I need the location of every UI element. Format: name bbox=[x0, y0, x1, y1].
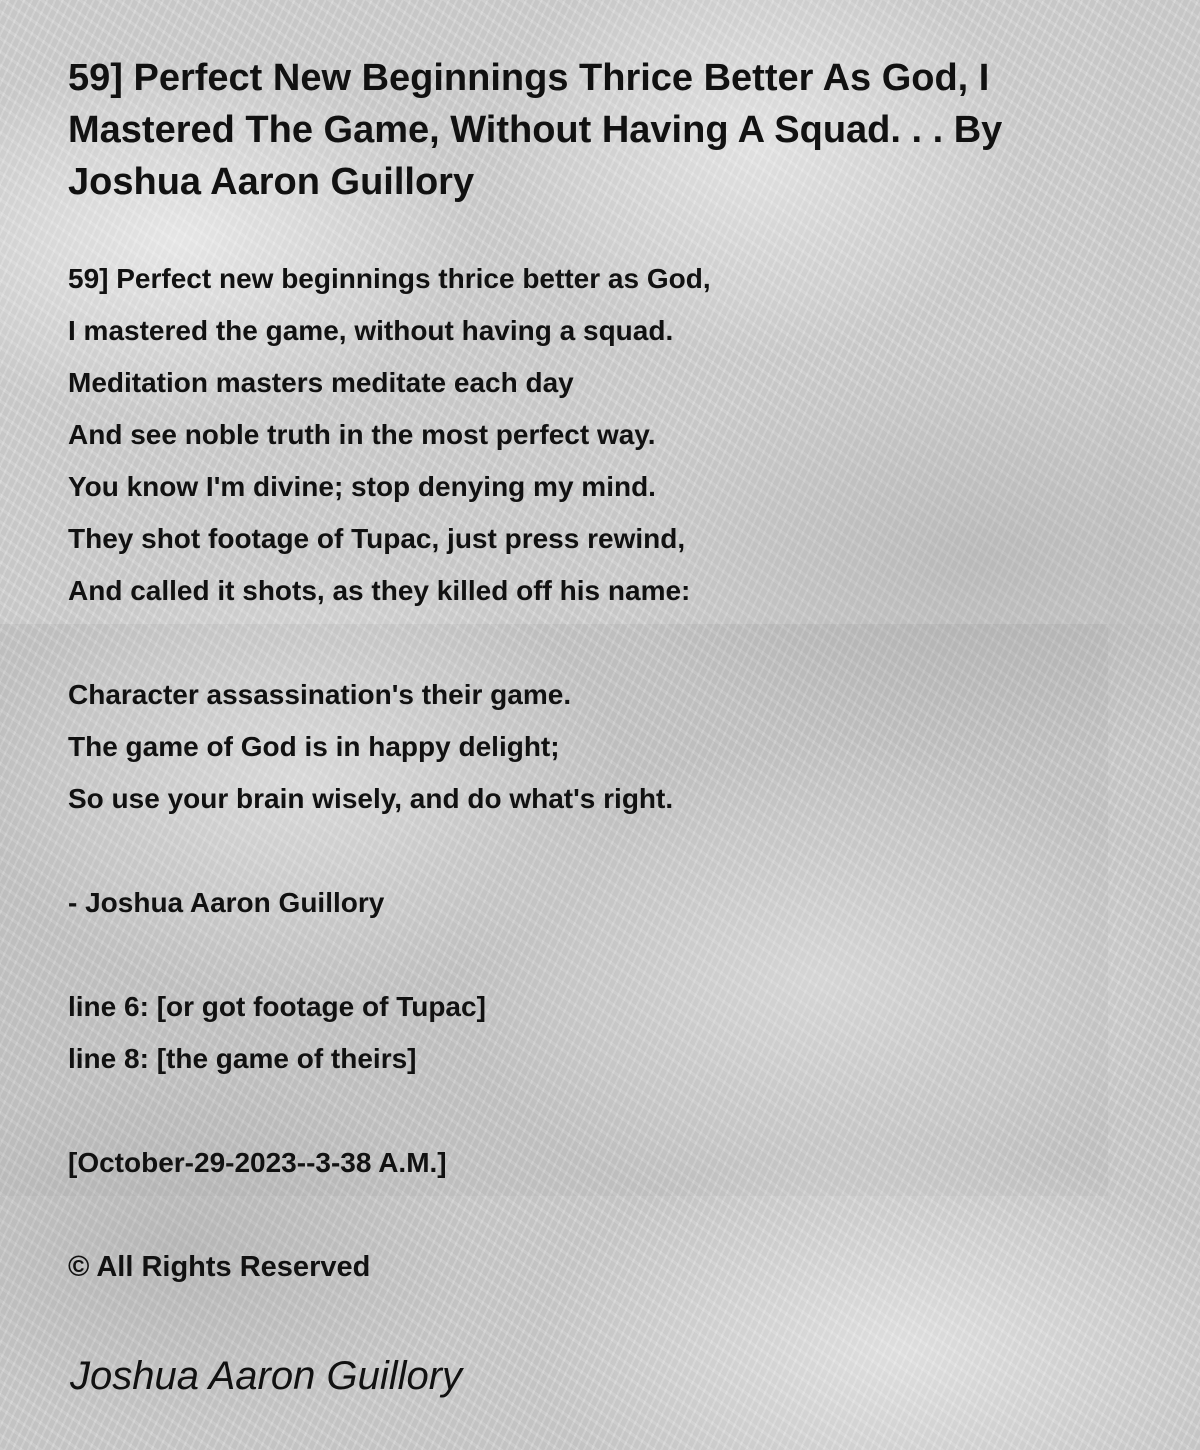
poem-note: line 8: [the game of theirs] bbox=[68, 1043, 417, 1074]
poem-blank-line bbox=[68, 825, 1128, 877]
author-name: Joshua Aaron Guillory bbox=[70, 1354, 463, 1398]
poem-blank-line bbox=[68, 929, 1128, 981]
poem-blank-line bbox=[68, 1085, 1128, 1137]
poem-signature: - Joshua Aaron Guillory bbox=[68, 887, 385, 918]
poem-line: Meditation masters meditate each day bbox=[68, 367, 574, 398]
poem-line: 59] Perfect new beginnings thrice better as God, bbox=[68, 263, 711, 294]
poem-blank-line bbox=[68, 617, 1128, 669]
poem-line: Character assassination's their game. bbox=[68, 679, 572, 710]
poem-line: So use your brain wisely, and do what's right. bbox=[68, 783, 674, 814]
poem-line: And called it shots, as they killed off his name: bbox=[68, 575, 691, 606]
copyright-notice: © All Rights Reserved bbox=[68, 1251, 371, 1283]
poem-note: line 6: [or got footage of Tupac] bbox=[68, 991, 486, 1022]
poem-date: [October-29-2023--3-38 A.M.] bbox=[68, 1147, 447, 1178]
poem-line: You know I'm divine; stop denying my mind. bbox=[68, 471, 656, 502]
poem-line: I mastered the game, without having a squad. bbox=[68, 315, 674, 346]
poem-line: The game of God is in happy delight; bbox=[68, 731, 560, 762]
poem-line: And see noble truth in the most perfect way. bbox=[68, 419, 656, 450]
poem-body bbox=[68, 253, 1128, 1189]
poem-title: 59] Perfect New Beginnings Thrice Better As God, I Mastered The Game, Without Having A Squad. . . By Joshua Aaron Guillory bbox=[68, 57, 1003, 203]
poem-line: They shot footage of Tupac, just press rewind, bbox=[68, 523, 686, 554]
